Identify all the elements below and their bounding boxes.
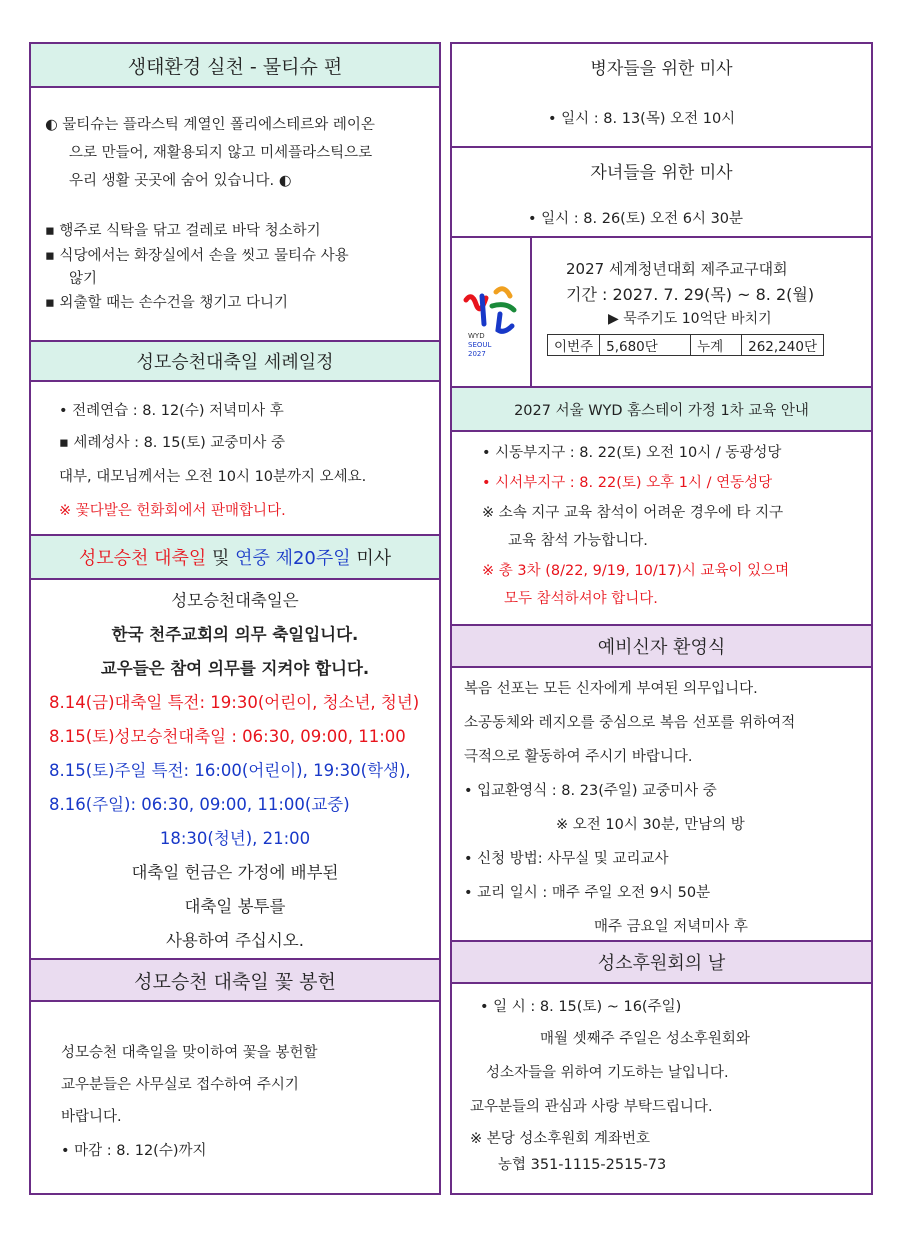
catechumen-line-2: 소공동체와 레지오를 중심으로 복음 선포를 위하여적 — [464, 715, 796, 731]
eco-tip-3: ▪ 외출할 때는 손수건을 챙기고 다니기 — [45, 295, 288, 311]
support-line-1: • 일 시 : 8. 15(토) ~ 16(주일) — [480, 999, 682, 1015]
catechumen-line-1: 복음 선포는 모든 신자에게 부여된 의무입니다. — [464, 681, 758, 697]
right-column — [450, 42, 873, 1195]
baptism-header — [31, 340, 439, 382]
children-line: • 일시 : 8. 26(토) 오전 6시 30분 — [528, 211, 744, 227]
mass-duty-3: 교우들은 참여 의무를 지켜야 합니다. — [100, 659, 370, 678]
sick-section — [452, 44, 871, 146]
wyd-section — [452, 236, 871, 386]
homestay-east: • 시동부지구 : 8. 22(토) 오전 10시 / 동광성당 — [482, 445, 782, 461]
eco-intro-3: 우리 생활 곳곳에 숨어 있습니다. ◐ — [69, 173, 292, 189]
sick-title: 병자들을 위한 미사 — [590, 59, 733, 79]
support-section — [452, 984, 871, 1195]
support-line-4: 교우분들의 관심과 사랑 부탁드립니다. — [470, 1099, 713, 1115]
homestay-title: 2027 서울 WYD 홈스테이 가정 1차 교육 안내 — [514, 402, 809, 419]
mass-duty-2: 한국 천주교회의 의무 축일입니다. — [111, 625, 359, 644]
wyd-line-3: ▶ 묵주기도 10억단 바치기 — [608, 311, 772, 327]
catechumen-title: 예비신자 환영식 — [597, 637, 726, 658]
eco-header — [31, 44, 439, 88]
baptism-section — [31, 382, 439, 534]
catechumen-line-5: ※ 오전 10시 30분, 만남의 방 — [556, 817, 745, 833]
wyd-tally-row — [548, 335, 824, 356]
mass-title-red: 성모승천 대축일 — [78, 548, 207, 569]
wyd-logo-text-2: SEOUL — [468, 341, 492, 349]
support-line-6: 농협 351-1115-2515-73 — [498, 1157, 667, 1173]
wyd-tally-this-week-label: 이번주 — [548, 335, 600, 356]
support-line-2: 매월 셋째주 주일은 성소후원회와 — [540, 1031, 750, 1047]
flower-line-4: • 마감 : 8. 12(수)까지 — [61, 1143, 207, 1159]
wyd-line-2: 기간 : 2027. 7. 29(목) ~ 8. 2(월) — [566, 285, 815, 304]
flower-title: 성모승천 대축일 꽃 봉헌 — [134, 970, 336, 993]
eco-tip-2-cont: 않기 — [69, 271, 98, 287]
catechumen-line-3: 극적으로 활동하여 주시기 바랍니다. — [464, 749, 693, 765]
homestay-section — [452, 432, 871, 624]
mass-title-end: 미사 — [350, 548, 392, 569]
flower-line-3: 바랍니다. — [61, 1109, 122, 1125]
homestay-note-2: 교육 참석 가능합니다. — [508, 533, 648, 549]
mass-offering-3: 사용하여 주십시오. — [165, 931, 304, 950]
homestay-header — [452, 386, 871, 432]
mass-header — [31, 534, 439, 580]
mass-red-time-2: 8.15(토)성모승천대축일 : 06:30, 09:00, 11:00 — [49, 727, 406, 746]
mass-duty-1: 성모승천대축일은 — [171, 591, 299, 610]
baptism-item-1: • 전례연습 : 8. 12(수) 저녁미사 후 — [59, 403, 284, 419]
mass-title — [79, 544, 391, 570]
wyd-logo-text-1: WYD — [468, 332, 485, 340]
baptism-item-2: ▪ 세례성사 : 8. 15(토) 교중미사 중 — [59, 435, 286, 451]
children-section — [452, 146, 871, 238]
baptism-item-3: 대부, 대모님께서는 오전 10시 10분까지 오세요. — [59, 469, 367, 485]
homestay-red-note-2: 모두 참석하셔야 합니다. — [504, 591, 658, 607]
flower-line-2: 교우분들은 사무실로 접수하여 주시기 — [61, 1077, 299, 1093]
mass-blue-time-3: 18:30(청년), 21:00 — [159, 829, 311, 848]
homestay-west: • 시서부지구 : 8. 22(토) 오후 1시 / 연동성당 — [482, 475, 773, 491]
mass-offering-2: 대축일 봉투를 — [184, 897, 286, 916]
left-column — [29, 42, 441, 1195]
eco-title: 생태환경 실천 - 물티슈 편 — [127, 55, 343, 78]
homestay-red-note-1: ※ 총 3차 (8/22, 9/19, 10/17)시 교육이 있으며 — [482, 563, 790, 579]
eco-section — [31, 88, 439, 342]
eco-tip-2: ▪ 식당에서는 화장실에서 손을 씻고 물티슈 사용 — [45, 248, 349, 264]
wyd-logo — [452, 238, 532, 388]
catechumen-line-6: • 신청 방법: 사무실 및 교리교사 — [464, 851, 669, 867]
mass-blue-time-2: 8.16(주일): 06:30, 09:00, 11:00(교중) — [49, 795, 350, 814]
mass-blue-time-1: 8.15(토)주일 특전: 16:00(어린이), 19:30(학생), — [49, 761, 411, 780]
support-title: 성소후원회의 날 — [597, 953, 726, 974]
flower-line-1: 성모승천 대축일을 맞이하여 꽃을 봉헌할 — [61, 1045, 318, 1061]
catechumen-line-4: • 입교환영식 : 8. 23(주일) 교중미사 중 — [464, 783, 717, 799]
wyd-tally-total-label: 누계 — [691, 335, 742, 356]
children-title: 자녀들을 위한 미사 — [590, 163, 733, 183]
mass-title-mid: 및 — [206, 548, 236, 569]
wyd-logo-text-3: 2027 — [468, 350, 486, 358]
catechumen-line-7: • 교리 일시 : 매주 주일 오전 9시 50분 — [464, 885, 711, 901]
mass-red-time-1: 8.14(금)대축일 특전: 19:30(어린이, 청소년, 청년) — [49, 693, 420, 712]
flower-header — [31, 958, 439, 1002]
catechumen-header — [452, 624, 871, 668]
catechumen-section — [452, 668, 871, 942]
mass-offering-1: 대축일 헌금은 가정에 배부된 — [131, 863, 339, 882]
homestay-note-1: ※ 소속 지구 교육 참석이 어려운 경우에 타 지구 — [482, 505, 784, 521]
baptism-note: ※ 꽃다발은 헌화회에서 판매합니다. — [59, 503, 286, 519]
wyd-tally-table — [547, 334, 824, 356]
baptism-title: 성모승천대축일 세례일정 — [136, 352, 334, 373]
eco-tip-1: ▪ 행주로 식탁을 닦고 걸레로 바닥 청소하기 — [45, 223, 321, 239]
support-line-5: ※ 본당 성소후원회 계좌번호 — [470, 1131, 651, 1147]
wyd-logo-icon — [452, 238, 530, 384]
catechumen-line-8: 매주 금요일 저녁미사 후 — [594, 919, 748, 935]
support-line-3: 성소자들을 위하여 기도하는 날입니다. — [486, 1065, 729, 1081]
wyd-tally-this-week-value: 5,680단 — [600, 335, 691, 356]
mass-title-blue: 연중 제20주일 — [235, 548, 351, 569]
eco-intro-1: ◐ 물티슈는 플라스틱 계열인 폴리에스테르와 레이온 — [45, 117, 375, 133]
eco-intro-2: 으로 만들어, 재활용되지 않고 미세플라스틱으로 — [69, 145, 373, 161]
mass-section — [31, 580, 439, 958]
support-header — [452, 940, 871, 984]
wyd-tally-total-value: 262,240단 — [742, 335, 824, 356]
flower-section — [31, 1002, 439, 1195]
sick-line: • 일시 : 8. 13(목) 오전 10시 — [548, 111, 736, 127]
wyd-line-1: 2027 세계청년대회 제주교구대회 — [566, 260, 788, 278]
